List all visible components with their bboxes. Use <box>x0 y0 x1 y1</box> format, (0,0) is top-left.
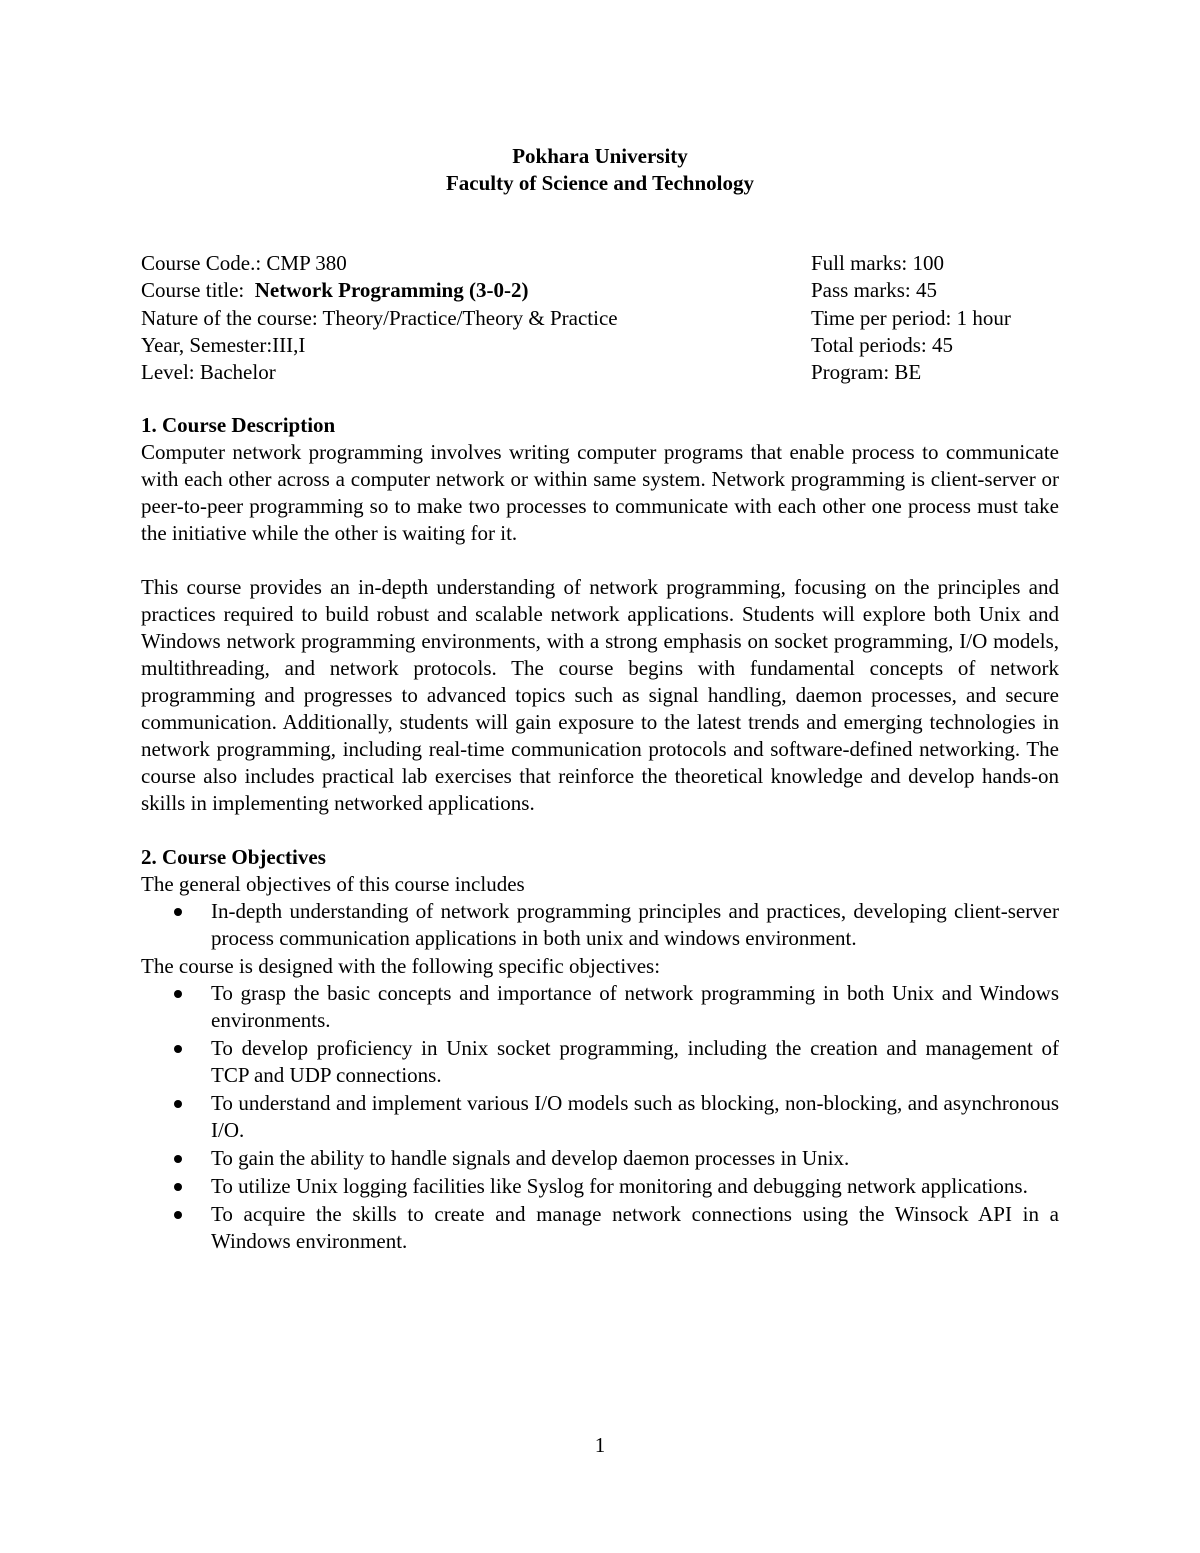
description-paragraph-2: This course provides an in-depth understanding of network programming, focusing on the principles and practices required to build robust and scalable network applications. Students will explore both Unix and Windows network programming environments, with a strong emphasis on socket programming, I/O models, multithreading, and network protocols. The course begins with fundamental concepts of network programming and progresses to advanced topics such as signal handling, daemon processes, and secure communication. Additionally, students will gain exposure to the latest trends and emerging technologies in network programming, including real-time communication protocols and software-defined networking. The course also includes practical lab exercises that reinforce the theoretical knowledge and develop hands-on skills in implementing networked applications. <box>141 575 1059 815</box>
list-item-text: To develop proficiency in Unix socket programming, including the creation and management of TCP and UDP connections. <box>211 1036 1059 1087</box>
program: Program: BE <box>811 360 922 385</box>
general-objectives-list <box>141 898 1059 952</box>
course-title <box>141 277 528 304</box>
total-periods: Total periods: 45 <box>811 332 954 357</box>
list-item <box>141 1090 1059 1144</box>
page-number: 1 <box>594 1433 606 1457</box>
list-item <box>141 1035 1059 1089</box>
specific-objectives-list <box>141 980 1059 1255</box>
spacer <box>141 547 1059 574</box>
course-nature: Nature of the course: Theory/Practice/Theory & Practice <box>141 305 618 330</box>
list-item <box>141 1173 1059 1200</box>
list-item-text: In-depth understanding of network programming principles and practices, developing client-server process communication applications in both unix and windows environment. <box>211 899 1059 950</box>
pass-marks: Pass marks: 45 <box>811 278 937 303</box>
bullet-icon <box>174 990 182 998</box>
meta-row <box>141 305 1061 332</box>
bullet-icon <box>174 1155 182 1163</box>
bullet-icon <box>174 908 182 916</box>
bullet-icon <box>174 1045 182 1053</box>
meta-row <box>141 332 1061 359</box>
list-item <box>141 898 1059 952</box>
meta-row <box>141 359 1061 386</box>
list-item <box>141 1145 1059 1172</box>
bullet-icon <box>174 1211 182 1219</box>
general-objectives-intro: The general objectives of this course includes <box>141 872 525 896</box>
list-item <box>141 980 1059 1034</box>
university-title: Pokhara University <box>512 144 688 168</box>
list-item-text: To grasp the basic concepts and importance of network programming in both Unix and Windows environments. <box>211 981 1059 1032</box>
list-item <box>141 1201 1059 1255</box>
course-level: Level: Bachelor <box>141 360 276 385</box>
list-item-text: To understand and implement various I/O models such as blocking, non-blocking, and asynchronous I/O. <box>211 1091 1059 1142</box>
specific-objectives-intro: The course is designed with the following specific objectives: <box>141 954 661 978</box>
course-title-value: Network Programming (3-0-2) <box>254 278 529 303</box>
bullet-icon <box>174 1100 182 1108</box>
course-code: Course Code.: CMP 380 <box>141 251 347 275</box>
meta-row <box>141 277 1061 304</box>
description-paragraph-1: Computer network programming involves writing computer programs that enable process to communicate with each other across a computer network or within same system. Network programming is client-server or peer-to-peer programming so to make two processes to communicate with each other one process must take the initiative while the other is waiting for it. <box>141 440 1059 545</box>
year-semester: Year, Semester:III,I <box>141 332 306 357</box>
main-content <box>141 412 1059 1256</box>
course-title-label: Course title: <box>141 278 255 303</box>
meta-row <box>141 250 1061 277</box>
list-item-text: To gain the ability to handle signals and develop daemon processes in Unix. <box>211 1146 850 1170</box>
section-heading-description: 1. Course Description <box>141 413 336 437</box>
course-meta <box>141 250 1061 386</box>
faculty-title: Faculty of Science and Technology <box>445 171 755 195</box>
full-marks: Full marks: 100 <box>811 251 945 275</box>
section-heading-objectives: 2. Course Objectives <box>141 845 326 869</box>
bullet-icon <box>174 1183 182 1191</box>
list-item-text: To acquire the skills to create and manage network connections using the Winsock API in a Windows environment. <box>211 1202 1059 1253</box>
spacer <box>141 817 1059 844</box>
time-per-period: Time per period: 1 hour <box>811 305 1011 330</box>
list-item-text: To utilize Unix logging facilities like Syslog for monitoring and debugging network applications. <box>211 1174 1028 1198</box>
